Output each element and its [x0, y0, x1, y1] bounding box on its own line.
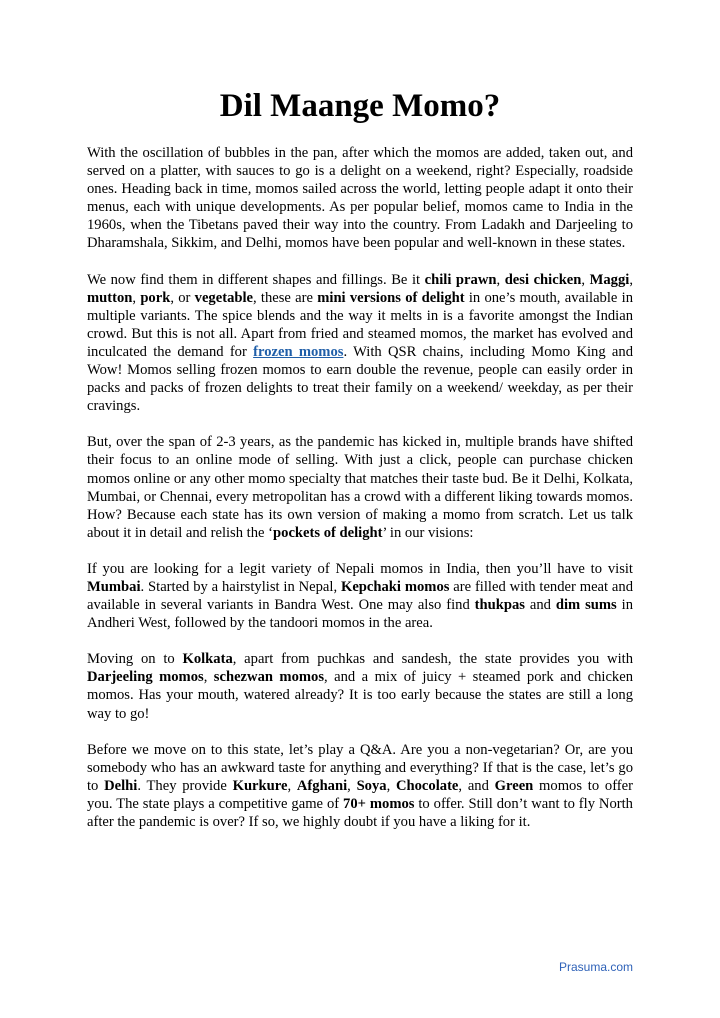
bold-term: Darjeeling momos: [87, 669, 204, 686]
text-run: , and a mix of juicy + steamed pork and chicken momos. Has your mouth, watered already? It is too early because the states are still a long way to go!: [87, 669, 633, 722]
text-run: ,: [347, 777, 357, 794]
paragraph-6: [87, 741, 633, 831]
text-run: . With QSR chains, including Momo King and Wow! Momos selling frozen momos to earn double the revenue, people can easily order in packs and packs of frozen delights to treat their family on a weekend/ weekday, as per their cravings.: [87, 343, 633, 415]
bold-term: Chocolate: [395, 777, 459, 794]
article-body: [87, 144, 633, 849]
text-run: ,: [581, 271, 590, 288]
text-run: ,: [203, 669, 214, 686]
page-title: Dil Maange Momo?: [219, 88, 501, 124]
bold-term: Delhi: [104, 777, 138, 794]
text-run: momos to offer you. The state plays a competitive game of: [87, 777, 633, 812]
bold-term: pockets of delight: [273, 524, 383, 541]
bold-term: chili prawn: [424, 271, 497, 288]
text-run: . Started by a hairstylist in Nepal,: [140, 578, 341, 595]
bold-term: mutton: [87, 289, 133, 306]
paragraph-text: With the oscillation of bubbles in the pan, after which the momos are added, taken out, and served on a platter, with sauces to go is a delight on a weekend, right? Especially, roadside ones. Heading back in time, momos sailed across the world, letting people adapt it onto their menus, each with unique developments. As per popular belief, momos came to India in the 1960s, when the Tibetans paved their way into the country. From Ladakh and Darjeeling to Dharamshala, Sikkim, and Delhi, momos have been popular and well-known in these states.: [87, 145, 633, 252]
frozen-momos-link[interactable]: frozen momos: [253, 343, 344, 360]
paragraph-5: [87, 650, 633, 722]
footer-site-link[interactable]: Prasuma.com: [558, 960, 633, 974]
bold-term: Afghani: [296, 777, 348, 794]
paragraph-1: [87, 144, 633, 253]
bold-term: Green: [494, 777, 534, 794]
text-run: We now find them in different shapes and fillings. Be it: [87, 271, 425, 288]
bold-term: Soya: [356, 777, 387, 794]
bold-term: desi chicken: [504, 271, 582, 288]
bold-term: Kolkata: [182, 651, 233, 668]
bold-term: vegetable: [194, 289, 254, 306]
paragraph-2: [87, 271, 633, 416]
text-run: in Andheri West, followed by the tandoori momos in the area.: [87, 597, 634, 632]
bold-term: schezwan momos: [213, 669, 325, 686]
text-run: in one’s mouth, available in multiple variants. The spice blends and the way it melts in is a favorite amongst the Indian crowd. But this is not all. Apart from fried and steamed momos, the market has evolved and inculcated the demand for: [87, 289, 633, 360]
text-run: ,: [629, 271, 633, 288]
text-run: , and: [458, 777, 495, 794]
bold-term: Maggi: [589, 271, 630, 288]
bold-term: Kurkure: [232, 777, 288, 794]
text-run: Moving on to: [87, 651, 183, 668]
bold-term: Kepchaki momos: [340, 578, 450, 595]
text-run: . They provide: [137, 777, 233, 794]
text-run: But, over the span of 2-3 years, as the pandemic has kicked in, multiple brands have shifted their focus to an online mode of selling. With just a click, people can purchase chicken momos online or any other momo specialty that matches their taste bud. Be it Delhi, Kolkata, Mumbai, or Chennai, every metropolitan has a crowd with a different liking towards momos. How? Because each state has its own version of making a momo from scratch. Let us talk about it in detail and relish the ‘: [87, 434, 633, 541]
text-run: ’ in our visions:: [382, 524, 474, 541]
text-run: ,: [496, 271, 505, 288]
paragraph-4: [87, 560, 633, 632]
text-run: ,: [287, 777, 297, 794]
bold-term: pork: [140, 289, 171, 306]
bold-term: mini versions of delight: [317, 289, 465, 306]
text-run: , or: [170, 289, 195, 306]
text-run: ,: [132, 289, 141, 306]
text-run: ,: [386, 777, 396, 794]
text-run: , apart from puchkas and sandesh, the state provides you with: [232, 651, 633, 668]
bold-term: thukpas: [474, 597, 525, 614]
text-run: Before we move on to this state, let’s play a Q&A. Are you a non-vegetarian? Or, are you somebody who has an awkward taste for anything and everything? If that is the case, let’s go to: [87, 741, 633, 794]
bold-term: Mumbai: [87, 578, 141, 595]
text-run: and: [524, 597, 556, 614]
text-run: are filled with tender meat and available in several variants in Bandra West. One may also find: [87, 578, 633, 614]
bold-term: 70+ momos: [343, 795, 415, 812]
text-run: If you are looking for a legit variety of Nepali momos in India, then you’ll have to visit: [87, 560, 633, 577]
bold-term: dim sums: [555, 597, 617, 614]
text-run: to offer. Still don’t want to fly North after the pandemic is over? If so, we highly doubt if you have a liking for it.: [87, 795, 633, 830]
paragraph-3: [87, 433, 633, 542]
text-run: , these are: [253, 289, 318, 306]
